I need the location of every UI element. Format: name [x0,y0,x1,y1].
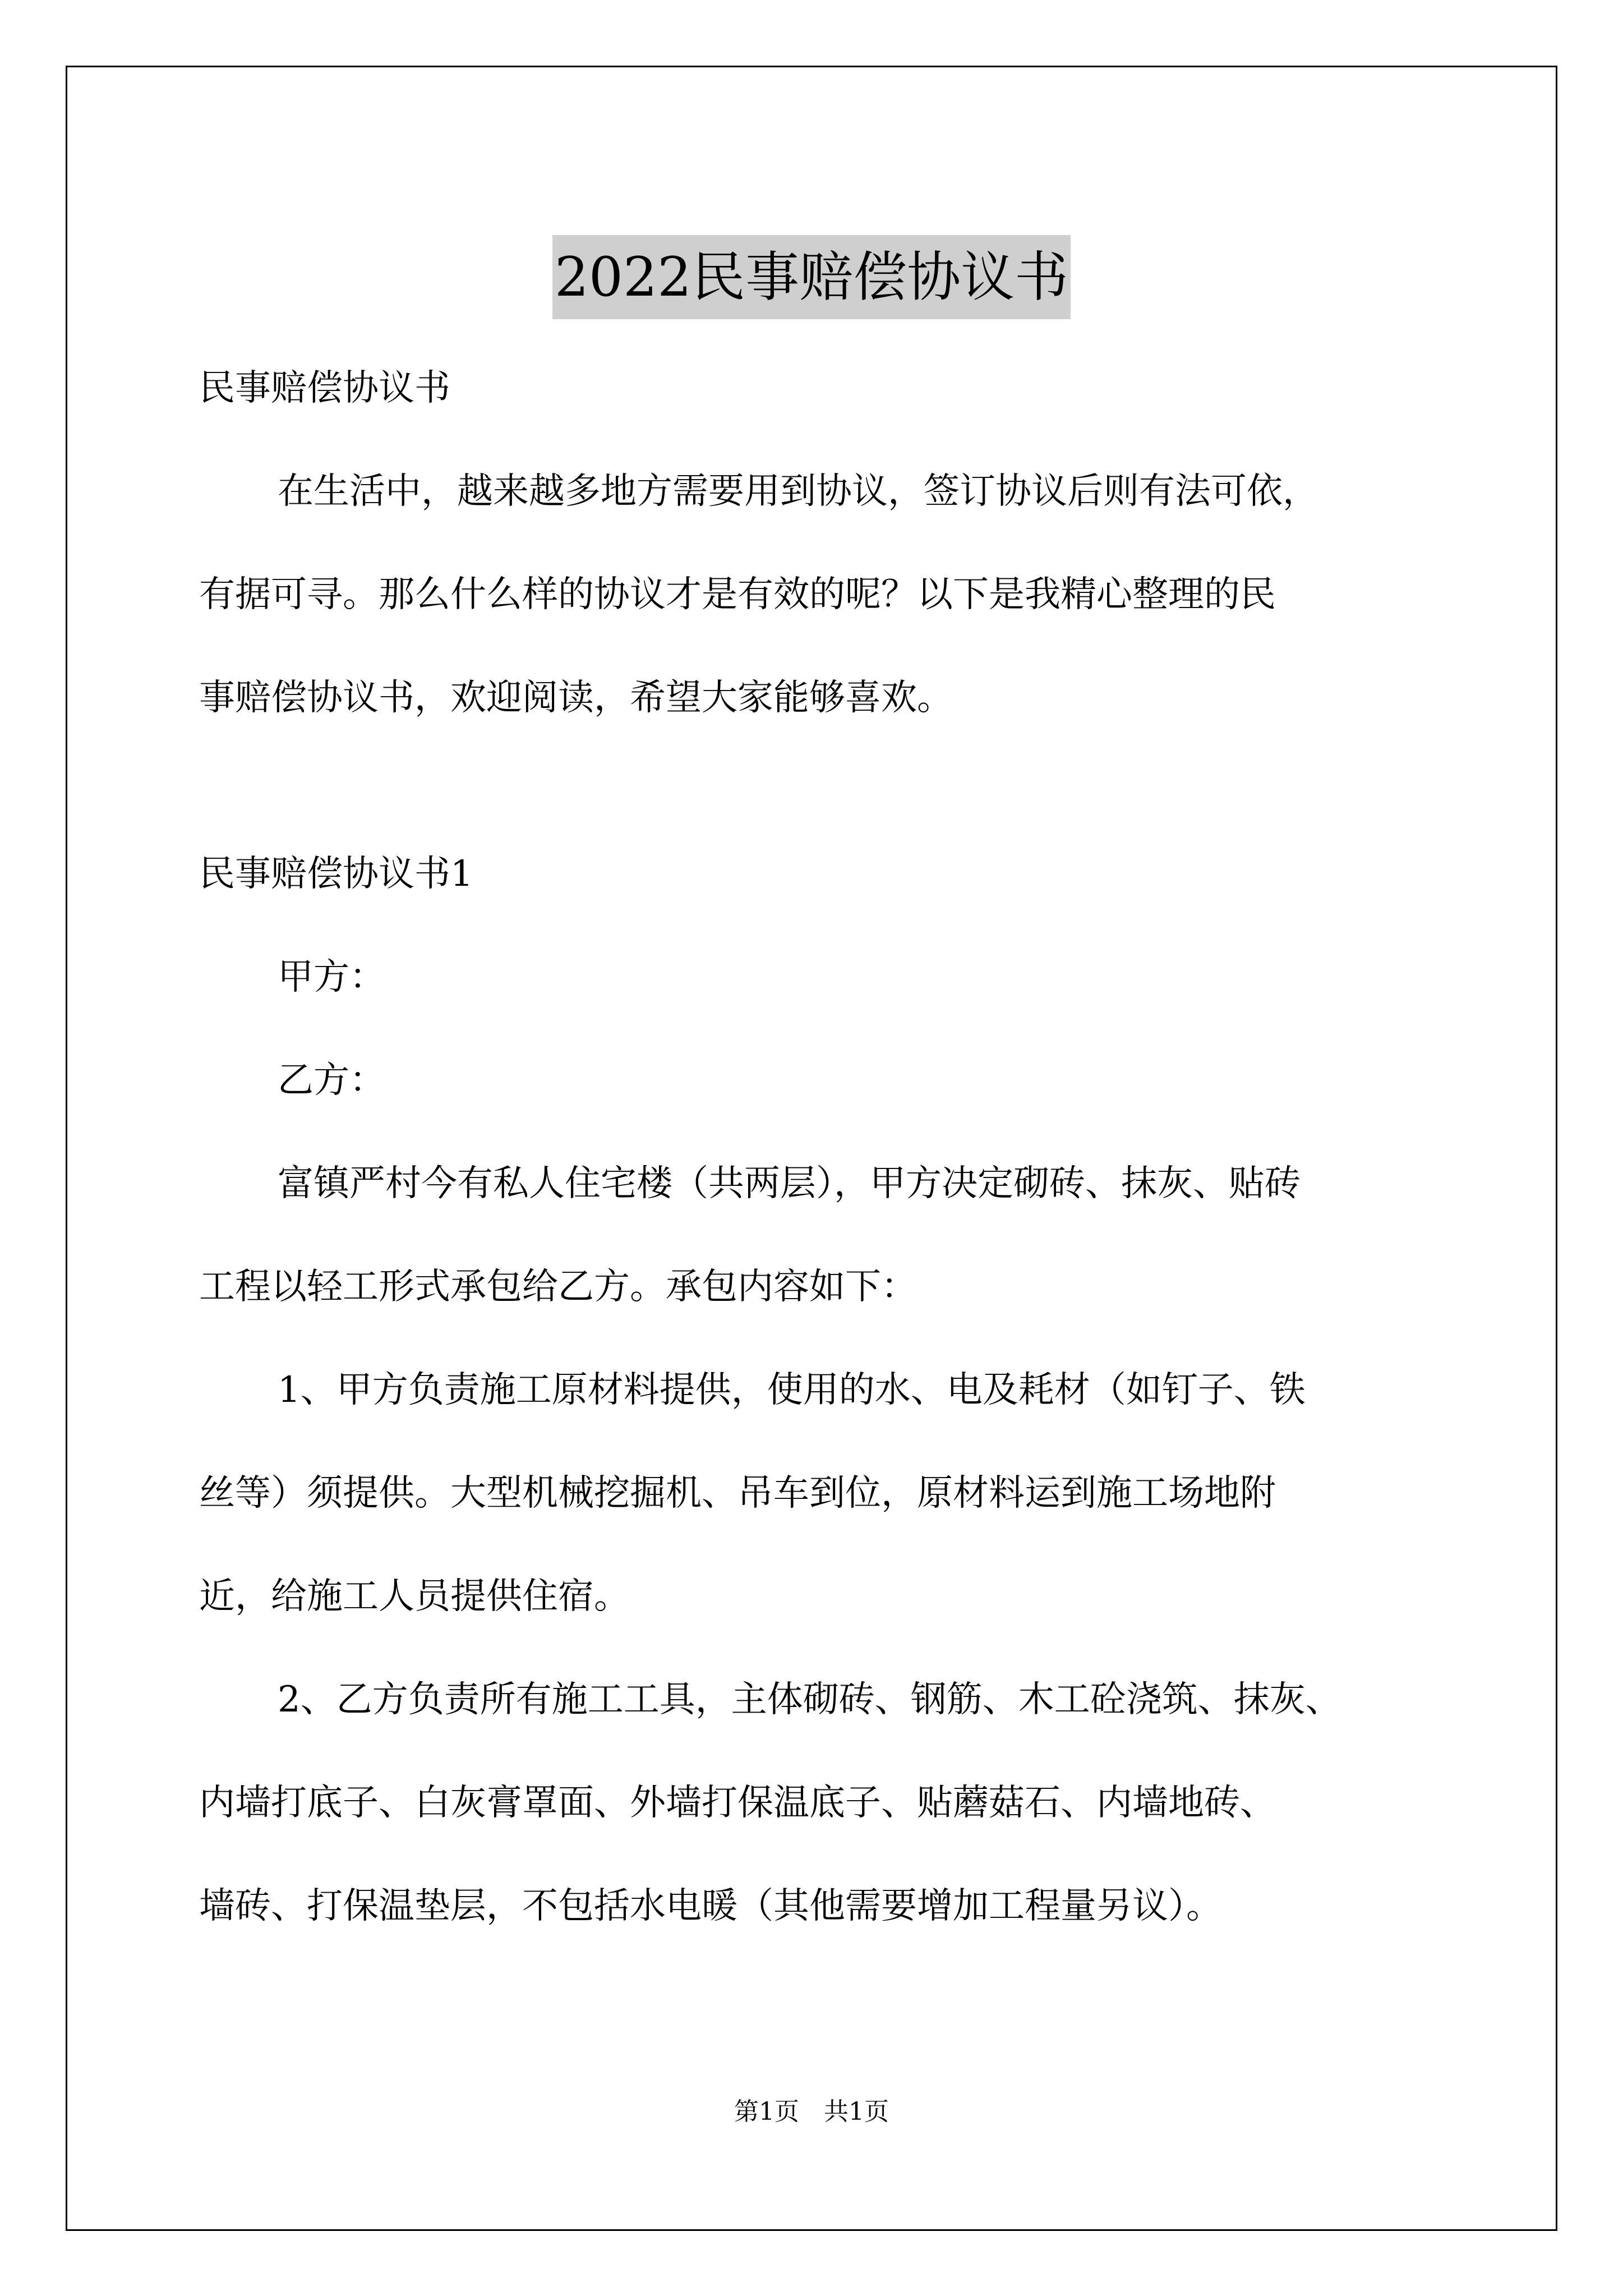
page-total: 共1页 [824,2097,889,2126]
item-1-line-2: 丝等）须提供。大型机械挖掘机、吊车到位，原材料运到施工场地附 [199,1473,1276,1514]
intro-line-2: 有据可寻。那么什么样的协议才是有效的呢？以下是我精心整理的民 [199,574,1276,615]
item-1-line-3: 近，给施工人员提供住宿。 [199,1576,630,1617]
section-heading: 民事赔偿协议书1 [199,853,473,895]
item-2-line-3: 墙砖、打保温垫层，不包括水电暖（其他需要增加工程量另议）。 [199,1885,1222,1927]
party-a-label: 甲方： [278,956,385,998]
title-container [0,199,1623,356]
paragraph-1-line-2: 工程以轻工形式承包给乙方。承包内容如下： [199,1266,917,1308]
page-footer [0,2095,1623,2129]
intro-line-1: 在生活中，越来越多地方需要用到协议，签订协议后则有法可依， [278,471,1318,512]
subtitle: 民事赔偿协议书 [199,367,450,409]
paragraph-1-line-1: 富镇严村今有私人住宅楼（共两层），甲方决定砌砖、抹灰、贴砖 [278,1163,1301,1204]
document-title: 2022民事赔偿协议书 [552,235,1071,319]
intro-line-3: 事赔偿协议书，欢迎阅读，希望大家能够喜欢。 [199,677,953,719]
party-b-label: 乙方： [278,1060,385,1101]
spacer [199,749,1433,822]
item-2-line-2: 内墙打底子、白灰膏罩面、外墙打保温底子、贴蘑菇石、内墙地砖、 [199,1782,1276,1824]
item-1-line-1: 1、甲方负责施工原材料提供，使用的水、电及耗材（如钉子、铁 [278,1369,1306,1411]
item-2-line-1: 2、乙方负责所有施工工具，主体砌砖、钢筋、木工砼浇筑、抹灰、 [278,1679,1341,1720]
document-body [199,337,1433,1958]
page-current: 第1页 [734,2097,799,2126]
